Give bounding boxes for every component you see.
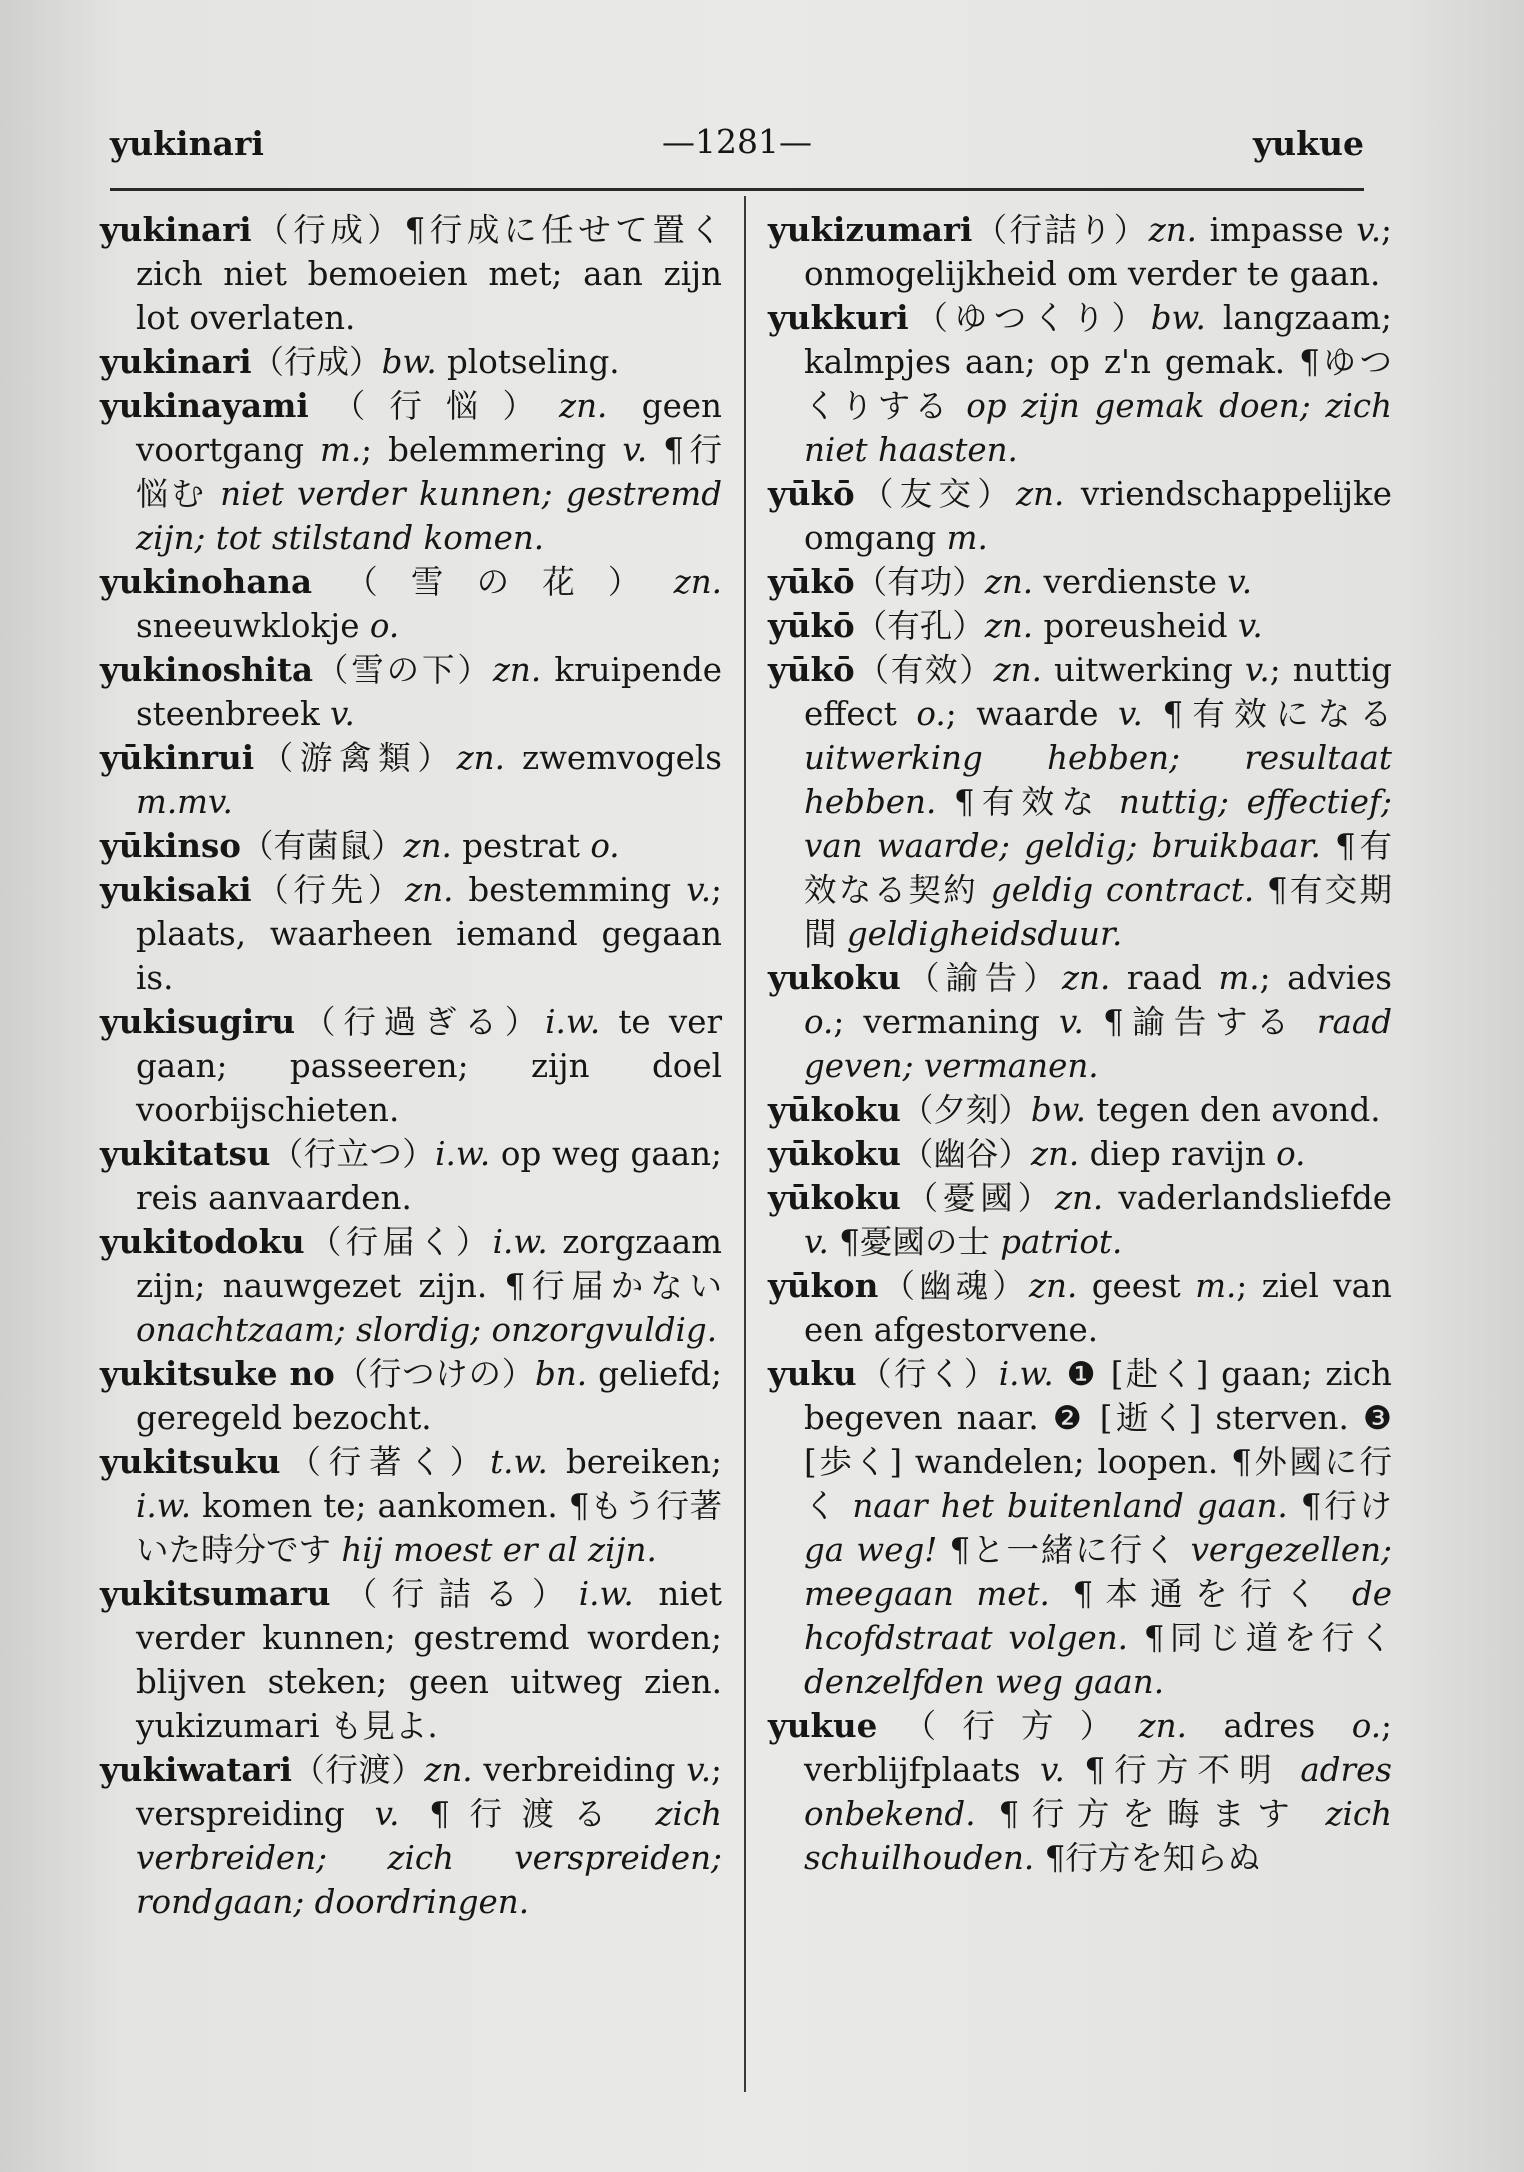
entry-italic: zn. — [673, 563, 722, 601]
entry-italic: m. — [1195, 1267, 1237, 1305]
dictionary-entry — [768, 1704, 1392, 1880]
entry-headword: yukiwatari — [100, 1750, 292, 1789]
entry-headword: yukitsuku — [100, 1442, 281, 1481]
entry-headword: yukue — [768, 1706, 878, 1745]
entry-text: ; ziel van een afgestorvene. — [804, 1267, 1392, 1349]
dictionary-entry — [100, 1352, 722, 1440]
entry-text: ; verblijfplaats — [804, 1707, 1392, 1789]
entry-kanji: （行著く） — [280, 1443, 491, 1481]
entry-kanji: （ゆつくり） — [908, 299, 1151, 337]
dictionary-entry — [100, 824, 722, 868]
entry-text: ¶行成に任せて置く zich niet bemoeien met; aan zijn lot overlaten. — [136, 211, 722, 337]
dictionary-entry — [100, 1220, 722, 1352]
entry-italic: zn. — [993, 651, 1042, 689]
entry-headword: yukitatsu — [100, 1134, 271, 1173]
entry-kanji: （行詰る） — [330, 1575, 579, 1613]
entry-italic: zich schuilhouden. — [804, 1795, 1392, 1877]
entry-text: kruipende steenbreek — [136, 651, 722, 733]
entry-text: ¶行悩む — [136, 431, 723, 513]
entry-text: adres — [1186, 1707, 1352, 1745]
entry-text: tegen den avond. — [1085, 1091, 1381, 1129]
entry-italic: patriot. — [1000, 1223, 1123, 1261]
dictionary-entry — [100, 648, 722, 736]
entry-text: ; belemmering — [361, 431, 623, 469]
entry-italic: onachtzaam; slordig; onzorgvuldig. — [136, 1311, 718, 1349]
entry-text: raad — [1110, 959, 1219, 997]
entry-headword: yukitodoku — [100, 1222, 305, 1261]
entry-headword: yūkō — [768, 606, 855, 645]
entry-headword: yūkinso — [100, 826, 241, 865]
dictionary-entry — [768, 1132, 1392, 1176]
entry-kanji: （雪の下） — [313, 651, 493, 689]
dictionary-entry — [768, 296, 1392, 472]
entry-italic: i.w. — [492, 1223, 548, 1261]
dictionary-entry — [100, 1572, 722, 1748]
entry-text: uitwerking — [1041, 651, 1245, 689]
entry-text: verdienste — [1033, 563, 1228, 601]
dictionary-entry — [100, 1000, 722, 1132]
entry-italic: geldig contract. — [990, 871, 1255, 909]
entry-text: poreusheid — [1033, 607, 1238, 645]
entry-text: pestrat — [451, 827, 591, 865]
dictionary-entry — [768, 1088, 1392, 1132]
entry-italic: bn. — [535, 1355, 588, 1393]
dictionary-entry — [768, 208, 1392, 296]
entry-italic: zn. — [456, 739, 505, 777]
dictionary-entry — [100, 208, 722, 340]
entry-headword: yukkuri — [768, 298, 909, 337]
entry-headword: yukitsumaru — [100, 1574, 331, 1613]
dictionary-entry — [100, 736, 722, 824]
dictionary-entry — [100, 560, 722, 648]
dictionary-entry — [768, 956, 1392, 1088]
entry-text: ; verspreiding — [136, 1751, 722, 1833]
entry-italic: v. — [1040, 1751, 1065, 1789]
entry-italic: adres onbekend. — [804, 1751, 1392, 1833]
entry-text: ¶行方を知らぬ — [1034, 1839, 1261, 1877]
entry-italic: uitwerking hebben; resultaat hebben. — [804, 739, 1392, 821]
entry-italic: geldigheidsduur. — [846, 915, 1123, 953]
entry-italic: i.w. — [578, 1575, 634, 1613]
entry-italic: zn. — [984, 607, 1034, 645]
entry-headword: yūkō — [768, 474, 855, 513]
entry-text: te ver gaan; passeeren; zijn doel voorbijschieten. — [136, 1003, 722, 1129]
entry-kanji: （行届く） — [304, 1223, 493, 1261]
entry-kanji: （有功） — [854, 563, 985, 601]
entry-headword: yukisaki — [100, 870, 252, 909]
entry-italic: i.w. — [545, 1003, 601, 1041]
entry-kanji: （幽魂） — [878, 1267, 1029, 1305]
dictionary-entry — [100, 868, 722, 1000]
entry-text: langzaam; kalmpjes aan; op z'n gemak. ¶ゆつくりする — [804, 299, 1392, 425]
entry-italic: zn. — [424, 1751, 473, 1789]
entry-italic: hij moest er al zijn. — [341, 1531, 657, 1569]
entry-italic: v. — [1237, 607, 1263, 645]
entry-kanji: （友交） — [854, 475, 1016, 513]
entry-kanji: （行立つ） — [270, 1135, 436, 1173]
dictionary-entry — [768, 472, 1392, 560]
entry-headword: yūkoku — [768, 1178, 901, 1217]
entry-headword: yukizumari — [768, 210, 973, 249]
entry-italic: zn. — [1148, 211, 1197, 249]
entry-headword: yukoku — [768, 958, 901, 997]
entry-italic: naar het buitenland gaan. — [852, 1487, 1288, 1525]
entry-italic: v. — [804, 1223, 829, 1261]
entry-italic: i.w. — [435, 1135, 491, 1173]
entry-italic: zn. — [405, 871, 454, 909]
entry-italic: bw. — [1150, 299, 1206, 337]
dictionary-entry — [768, 648, 1392, 956]
entry-headword: yuku — [768, 1354, 857, 1393]
entry-italic: zn. — [559, 387, 608, 425]
entry-italic: v. — [1244, 651, 1270, 689]
entry-headword: yūkinrui — [100, 738, 255, 777]
entry-text: sneeuwklokje — [136, 607, 370, 645]
entry-text: bestemming — [453, 871, 687, 909]
entry-italic: o. — [916, 695, 946, 733]
dictionary-entry — [768, 560, 1392, 604]
entry-kanji: （行方） — [877, 1707, 1139, 1745]
entry-italic: m.mv. — [136, 783, 233, 821]
dictionary-entry — [768, 604, 1392, 648]
entry-italic: zn. — [1028, 1267, 1078, 1305]
entry-text: ¶有效なる契約 — [804, 827, 1392, 909]
entry-kanji: （游禽類） — [254, 739, 457, 777]
entry-kanji: （行成） — [251, 343, 382, 381]
entry-kanji: （有菌鼠） — [240, 827, 404, 865]
entry-headword: yūkō — [768, 650, 855, 689]
entry-text: bereiken; — [547, 1443, 722, 1481]
entry-italic: v. — [686, 871, 712, 909]
entry-headword: yūkō — [768, 562, 855, 601]
entry-kanji: （雪の花） — [312, 563, 674, 601]
entry-kanji: （有孔） — [854, 607, 985, 645]
entry-text: ¶と一緒に行く — [937, 1531, 1191, 1569]
entry-italic: v. — [1118, 695, 1143, 733]
entry-text: ; advies — [1259, 959, 1392, 997]
entry-headword: yūkon — [768, 1266, 879, 1305]
entry-text: ¶行渡る — [399, 1795, 656, 1833]
header-rule — [110, 188, 1364, 191]
entry-kanji: （行先） — [251, 871, 406, 909]
entry-text: ¶諭告する — [1083, 1003, 1317, 1041]
entry-text: ¶本通を行く — [1049, 1575, 1352, 1613]
entry-text: zwemvogels — [504, 739, 722, 777]
dictionary-entry — [100, 384, 722, 560]
entry-text: ; plaats, waarheen iemand gegaan is. — [136, 871, 722, 997]
page-number: —1281— — [662, 122, 812, 161]
entry-kanji: （諭告） — [900, 959, 1062, 997]
entry-italic: vergezellen; meegaan met. — [804, 1531, 1392, 1613]
column-divider — [744, 196, 746, 2092]
entry-italic: v. — [1058, 1003, 1084, 1041]
dictionary-entry — [768, 1176, 1392, 1264]
entry-italic: niet verder kunnen; gestremd zijn; tot stilstand komen. — [136, 475, 722, 557]
left-column — [100, 208, 722, 1924]
entry-headword: yukisugiru — [100, 1002, 296, 1041]
entry-text: ¶行方を晦ます — [975, 1795, 1326, 1833]
entry-italic: v. — [686, 1751, 712, 1789]
entry-kanji: （憂國） — [900, 1179, 1055, 1217]
entry-italic: zn. — [1030, 1135, 1080, 1173]
entry-italic: o. — [590, 827, 620, 865]
entry-text: komen te; aankomen. ¶もう行著いた時分です — [136, 1487, 722, 1569]
entry-headword: yukinari — [100, 210, 252, 249]
entry-kanji: （行過ぎる） — [295, 1003, 546, 1041]
entry-italic: zn. — [492, 651, 542, 689]
entry-italic: o. — [804, 1003, 834, 1041]
entry-italic: op zijn gemak doen; zich niet haasten. — [804, 387, 1392, 469]
entry-text: impasse — [1196, 211, 1357, 249]
entry-italic: v. — [374, 1795, 400, 1833]
entry-kanji: （有效） — [854, 651, 994, 689]
entry-text: ¶憂國の士 — [828, 1223, 1001, 1261]
dictionary-entry — [100, 1748, 722, 1924]
entry-text: geest — [1077, 1267, 1196, 1305]
entry-kanji: （幽谷） — [900, 1135, 1031, 1173]
entry-italic: zn. — [1015, 475, 1065, 513]
page-header — [110, 118, 1364, 178]
entry-italic: ga weg! — [804, 1531, 938, 1569]
entry-headword: yukinari — [100, 342, 252, 381]
entry-italic: v. — [1356, 211, 1382, 249]
dictionary-entry — [768, 1264, 1392, 1352]
right-column — [768, 208, 1392, 1880]
entry-text: vriendschappelijke omgang — [804, 475, 1392, 557]
entry-italic: zich verbreiden; zich verspreiden; rondgaan; doordringen. — [136, 1795, 722, 1921]
dictionary-entry — [100, 340, 722, 384]
entry-text: diep ravijn — [1079, 1135, 1277, 1173]
entry-text: op weg gaan; reis aanvaarden. — [136, 1135, 722, 1217]
entry-italic: i.w. — [998, 1355, 1054, 1393]
entry-headword: yūkoku — [768, 1090, 901, 1129]
entry-text: ¶行け — [1287, 1487, 1392, 1525]
entry-italic: zn. — [1054, 1179, 1104, 1217]
entry-italic: bw. — [1030, 1091, 1086, 1129]
dictionary-entry — [100, 1132, 722, 1220]
entry-kanji: （行渡） — [291, 1751, 425, 1789]
entry-text: vaderlandsliefde — [1103, 1179, 1392, 1217]
entry-italic: t.w. — [490, 1443, 548, 1481]
entry-kanji: （行詰り） — [972, 211, 1149, 249]
entry-text: ❶ [赴く] gaan; zich begeven naar. ❷ [逝く] sterven. ❸ [歩く] wandelen; loopen. ¶外國に行く — [804, 1355, 1392, 1525]
entry-kanji: （行悩） — [308, 387, 559, 425]
entry-headword: yukinayami — [100, 386, 309, 425]
entry-text: ; vermaning — [833, 1003, 1059, 1041]
entry-headword: yukinoshita — [100, 650, 314, 689]
entry-text: geliefd; geregeld bezocht. — [136, 1355, 722, 1437]
entry-text: ¶有交期間 — [804, 871, 1392, 953]
entry-italic: m. — [946, 519, 988, 557]
entry-italic: zn. — [1061, 959, 1111, 997]
entry-italic: v. — [622, 431, 648, 469]
entry-text: ; nuttig effect — [804, 651, 1392, 733]
entry-text: ; waarde — [945, 695, 1119, 733]
entry-italic: m. — [1218, 959, 1260, 997]
entry-italic: i.w. — [136, 1487, 192, 1525]
guide-word-left: yukinari — [110, 124, 264, 163]
entry-italic: m. — [320, 431, 362, 469]
entry-text: ¶同じ道を行く — [1128, 1619, 1392, 1657]
entry-italic: de hcofdstraat volgen. — [804, 1575, 1393, 1657]
entry-italic: zn. — [1138, 1707, 1187, 1745]
entry-italic: o. — [369, 607, 400, 645]
entry-text: ¶有效な — [936, 783, 1119, 821]
entry-headword: yukitsuke no — [100, 1354, 335, 1393]
entry-italic: o. — [1276, 1135, 1306, 1173]
entry-headword: yūkoku — [768, 1134, 901, 1173]
dictionary-entry — [768, 1352, 1392, 1704]
entry-italic: zn. — [403, 827, 452, 865]
entry-headword: yukinohana — [100, 562, 313, 601]
entry-kanji: （行成） — [251, 211, 405, 249]
entry-italic: raad geven; vermanen. — [804, 1003, 1392, 1085]
entry-italic: bw. — [381, 343, 437, 381]
entry-text: zorgzaam zijn; nauwgezet zijn. ¶行届かない — [136, 1223, 722, 1305]
dictionary-entry — [100, 1440, 722, 1572]
entry-text: ¶行方不明 — [1064, 1751, 1301, 1789]
entry-text: plotseling. — [436, 343, 620, 381]
entry-italic: denzelfden weg gaan. — [804, 1663, 1165, 1701]
entry-italic: nuttig; effectief; van waarde; geldig; bruikbaar. — [804, 783, 1392, 865]
entry-italic: zn. — [984, 563, 1034, 601]
entry-text: geen voortgang — [136, 387, 722, 469]
entry-text: niet verder kunnen; gestremd worden; blijven steken; geen uitweg zien. yukizumari も見よ. — [136, 1575, 722, 1745]
entry-text: ¶有效になる — [1142, 695, 1392, 733]
entry-italic: v. — [1227, 563, 1253, 601]
entry-kanji: （夕刻） — [900, 1091, 1031, 1129]
entry-italic: v. — [329, 695, 355, 733]
entry-text: ; onmogelijkheid om verder te gaan. — [804, 211, 1392, 293]
guide-word-right: yukue — [1252, 124, 1364, 163]
entry-text: verbreiding — [472, 1751, 687, 1789]
entry-kanji: （行つけの） — [334, 1355, 535, 1393]
entry-italic: o. — [1351, 1707, 1382, 1745]
entry-kanji: （行く） — [856, 1355, 999, 1393]
